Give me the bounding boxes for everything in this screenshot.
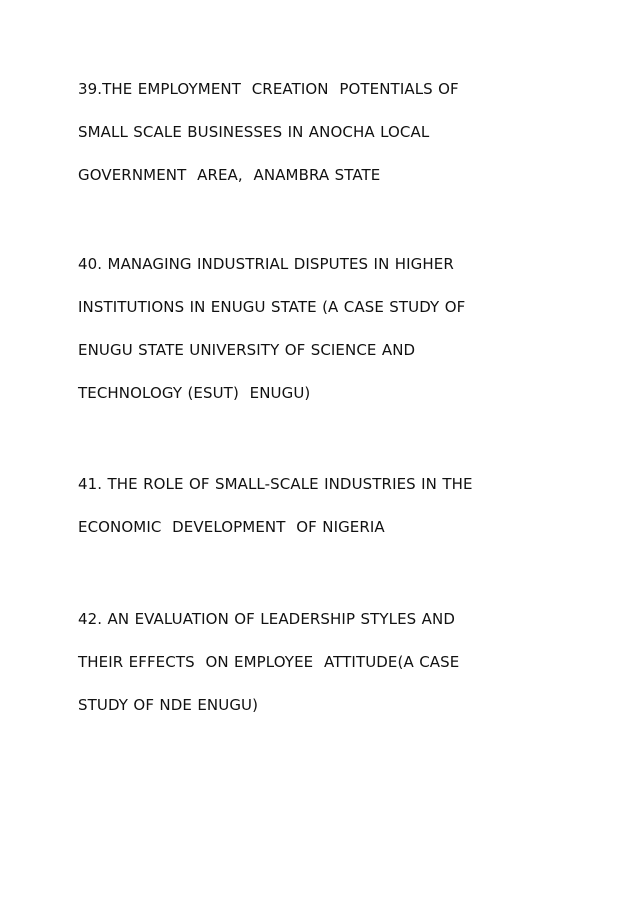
entry-line: 39.THE EMPLOYMENT CREATION POTENTIALS OF xyxy=(78,80,459,98)
entry-line: THEIR EFFECTS ON EMPLOYEE ATTITUDE(A CASE xyxy=(78,653,460,671)
entry-line: TECHNOLOGY (ESUT) ENUGU) xyxy=(78,384,311,402)
entry-line: STUDY OF NDE ENUGU) xyxy=(78,696,259,714)
entry-line: INSTITUTIONS IN ENUGU STATE (A CASE STUDY OF xyxy=(78,298,466,316)
topic-entry-39 xyxy=(78,68,598,197)
topic-entry-41 xyxy=(78,463,598,549)
entry-line: 42. AN EVALUATION OF LEADERSHIP STYLES AND xyxy=(78,610,455,628)
entry-line: SMALL SCALE BUSINESSES IN ANOCHA LOCAL xyxy=(78,123,430,141)
topic-entry-42 xyxy=(78,598,598,727)
entry-line: 40. MANAGING INDUSTRIAL DISPUTES IN HIGHER xyxy=(78,255,454,273)
entry-line: 41. THE ROLE OF SMALL-SCALE INDUSTRIES IN THE xyxy=(78,475,473,493)
topic-entry-40 xyxy=(78,243,598,415)
entry-line: ENUGU STATE UNIVERSITY OF SCIENCE AND xyxy=(78,341,416,359)
entry-line: GOVERNMENT AREA, ANAMBRA STATE xyxy=(78,166,381,184)
entry-line: ECONOMIC DEVELOPMENT OF NIGERIA xyxy=(78,518,385,536)
